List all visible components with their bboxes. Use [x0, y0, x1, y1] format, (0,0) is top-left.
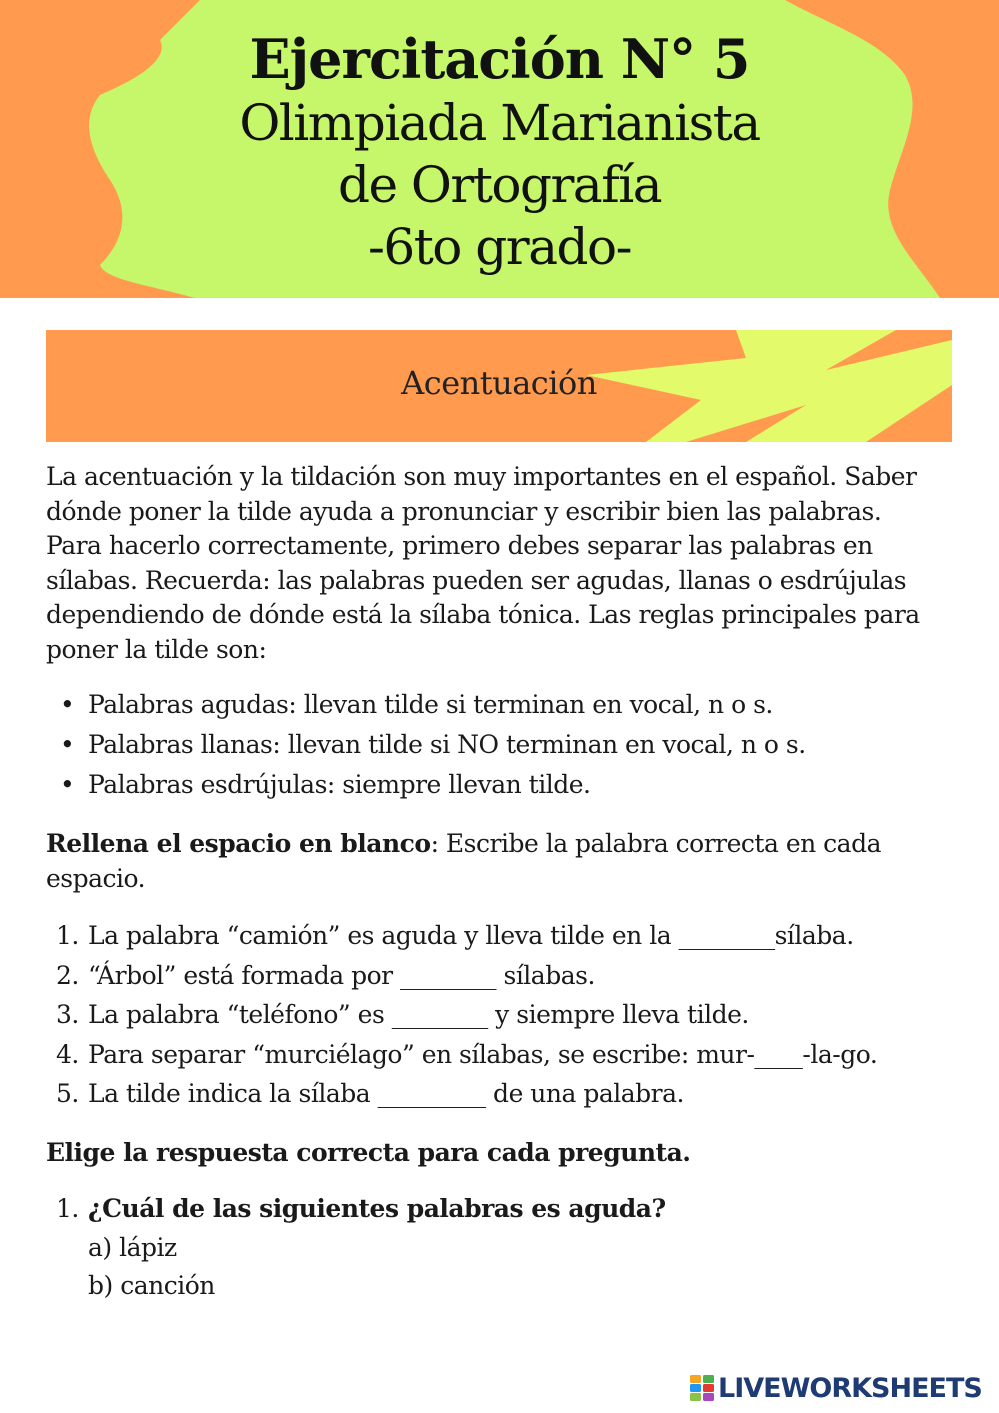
instruction-rest: : Escribe la palabra correcta en cada: [430, 829, 881, 858]
item-number: 5.: [56, 1079, 79, 1108]
option-a[interactable]: a) lápiz: [88, 1232, 177, 1262]
worksheet-subtitle-line1: Olimpiada Marianista: [239, 94, 760, 152]
item-text: “Árbol” está formada por ________ sílabas.: [88, 960, 595, 990]
intro-line: sílabas. Recuerda: las palabras pueden ser agudas, llanas o esdrújulas: [46, 565, 907, 595]
header-banner: [0, 0, 999, 298]
item-number: 4.: [56, 1039, 79, 1069]
liveworksheets-logo[interactable]: [690, 1373, 982, 1403]
rule-item: [46, 725, 952, 765]
intro-line: Para hacerlo correctamente, primero debes separar las palabras en: [46, 531, 873, 560]
rule-text: Palabras esdrújulas: siempre llevan tilde.: [88, 770, 591, 799]
instruction-bold: Rellena el espacio en blanco: [46, 829, 431, 858]
rule-text: Palabras agudas: llevan tilde si terminan en vocal, n o s.: [88, 690, 773, 719]
brand-name: LIVEWORKSHEETS: [718, 1372, 982, 1404]
item-number: 1.: [56, 921, 79, 950]
fill-blank-item[interactable]: [46, 995, 952, 1035]
rule-text: Palabras llanas: llevan tilde si NO terminan en vocal, n o s.: [88, 730, 806, 759]
bullet-icon: •: [60, 730, 75, 759]
intro-line: dónde poner la tilde ayuda a pronunciar y escribir bien las palabras.: [46, 496, 882, 526]
section-title: Acentuación: [401, 364, 597, 402]
item-text: La palabra “teléfono” es ________ y siempre lleva tilde.: [88, 1000, 749, 1029]
item-text: La palabra “camión” es aguda y lleva tilde en la ________sílaba.: [88, 921, 854, 950]
worksheet-subtitle-line2: de Ortografía: [337, 156, 662, 214]
worksheet-content: [46, 460, 952, 1306]
question-block: [46, 1190, 952, 1306]
liveworksheets-icon: [690, 1375, 714, 1401]
fill-blank-item[interactable]: [46, 1035, 952, 1075]
multiple-choice-title: Elige la respuesta correcta para cada pregunta.: [46, 1137, 691, 1167]
fill-blank-item[interactable]: [46, 916, 952, 956]
fill-blank-list: [46, 916, 952, 1114]
item-number: 2.: [56, 960, 79, 990]
item-number: 3.: [56, 1000, 79, 1029]
instruction-line2: espacio.: [46, 863, 146, 893]
intro-line: poner la tilde son:: [46, 634, 267, 664]
fill-blank-item[interactable]: [46, 1074, 952, 1114]
rule-item: [46, 685, 952, 725]
intro-paragraph: [46, 460, 952, 667]
bullet-icon: •: [60, 770, 75, 799]
question-text: ¿Cuál de las siguientes palabras es aguda?: [88, 1194, 666, 1223]
bullet-icon: •: [60, 690, 75, 719]
intro-line: La acentuación y la tildación son muy importantes en el español. Saber: [46, 462, 917, 491]
intro-line: dependiendo de dónde está la sílaba tónica. Las reglas principales para: [46, 600, 920, 629]
worksheet-subtitle-line3: -6to grado-: [367, 218, 632, 276]
question-number: 1.: [56, 1194, 79, 1223]
worksheet-title: Ejercitación N° 5: [249, 27, 750, 91]
item-text: Para separar “murciélago” en sílabas, se escribe: mur-____-la-go.: [88, 1039, 878, 1069]
fill-blank-item[interactable]: [46, 956, 952, 996]
fill-blank-instruction: [46, 827, 952, 896]
section-banner: [46, 330, 952, 442]
rule-item: [46, 765, 952, 805]
rules-list: [46, 685, 952, 805]
item-text: La tilde indica la sílaba _________ de una palabra.: [88, 1079, 684, 1108]
option-b[interactable]: b) canción: [88, 1271, 215, 1300]
title-block: [0, 26, 999, 278]
